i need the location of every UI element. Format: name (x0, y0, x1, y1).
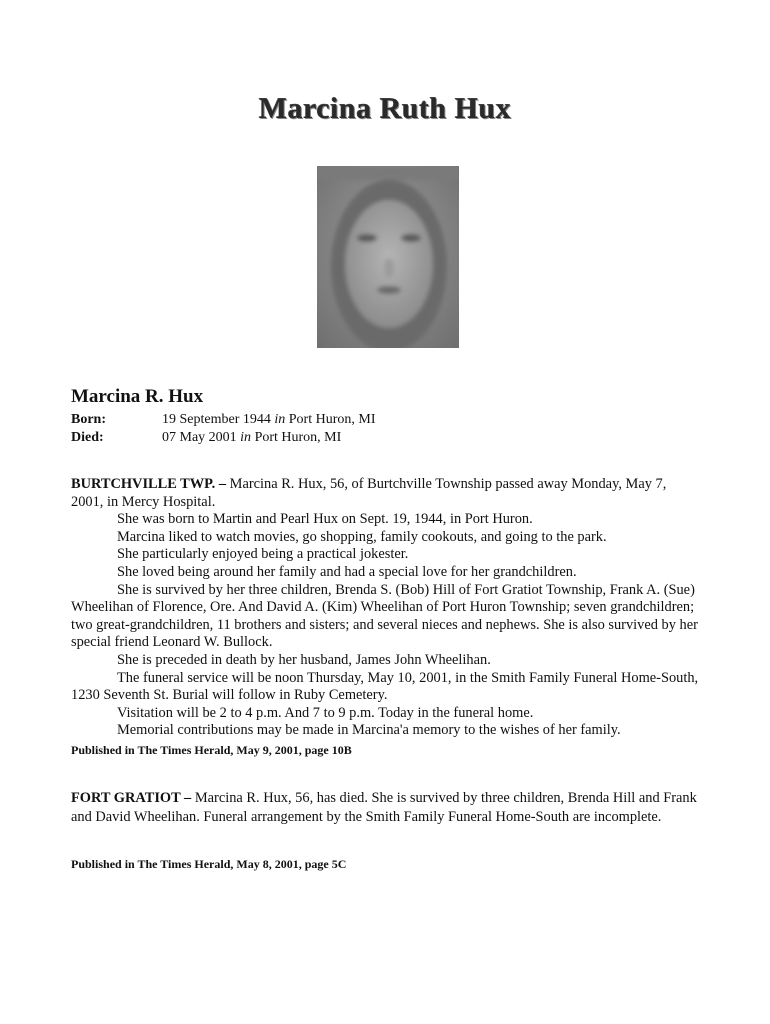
born-label: Born: (71, 412, 106, 427)
died-in: in (240, 430, 252, 445)
article-2-paragraph (71, 789, 699, 827)
died-row (71, 430, 341, 446)
born-date: 19 September 1944 (162, 412, 271, 427)
article-paragraph: She particularly enjoyed being a practical jokester. (117, 546, 409, 563)
article-2-dateline: FORT GRATIOT – (71, 790, 192, 806)
article-paragraph: She loved being around her family and had a special love for her grandchildren. (117, 563, 577, 580)
page-title: Marcina Ruth Hux (258, 92, 512, 125)
article-paragraph: Memorial contributions may be made in Marcina'a memory to the wishes of her family. (117, 722, 621, 739)
article-1-dateline: BURTCHVILLE TWP. – (71, 476, 227, 492)
article-paragraph: She was born to Martin and Pearl Hux on Sept. 19, 1944, in Port Huron. (117, 511, 533, 528)
obituary-article-2 (71, 789, 699, 827)
article-paragraph: She is preceded in death by her husband, James John Wheelihan. (117, 651, 491, 668)
subject-name: Marcina R. Hux (71, 386, 204, 407)
article-2-publication-credit: Published in The Times Herald, May 8, 2001, page 5C (71, 857, 347, 871)
article-1-publication-credit: Published in The Times Herald, May 9, 2001, page 10B (71, 743, 352, 757)
obituary-article-1 (71, 476, 699, 740)
article-paragraph: Marcina liked to watch movies, go shopping, family cookouts, and going to the park. (117, 528, 607, 545)
article-1-first-paragraph (71, 476, 699, 511)
article-paragraph: The funeral service will be noon Thursday, May 10, 2001, in the Smith Family Funeral Home-South, 1230 Seventh St. Burial will follow in Ruby Cemetery. (71, 669, 699, 704)
article-paragraph: Visitation will be 2 to 4 p.m. And 7 to 9 p.m. Today in the funeral home. (117, 704, 534, 721)
died-place: Port Huron, MI (254, 430, 342, 445)
born-place: Port Huron, MI (288, 412, 376, 427)
died-label: Died: (71, 430, 104, 445)
born-row (71, 412, 376, 428)
born-in: in (274, 412, 286, 427)
died-date: 07 May 2001 (162, 430, 237, 445)
article-1-first-text: Marcina R. Hux, 56, of Burtchville Township passed away Monday, May 7, 2001, in Mercy Hospital. (71, 476, 667, 510)
article-paragraph: She is survived by her three children, Brenda S. (Bob) Hill of Fort Gratiot Township, Frank A. (Sue) Wheelihan of Florence, Ore. And David A. (Kim) Wheelihan of Port Huron Township; seven grandchildren; two great-grandchildren, 11 brothers and sisters; and several nieces and nephews. She is also survived by her special friend Leonard W. Bullock. (71, 581, 698, 651)
portrait-photo (317, 166, 459, 348)
article-2-text: Marcina R. Hux, 56, has died. She is survived by three children, Brenda Hill and Frank and David Wheelihan. Funeral arrangement by the Smith Family Funeral Home-South are incomplete. (71, 790, 697, 825)
